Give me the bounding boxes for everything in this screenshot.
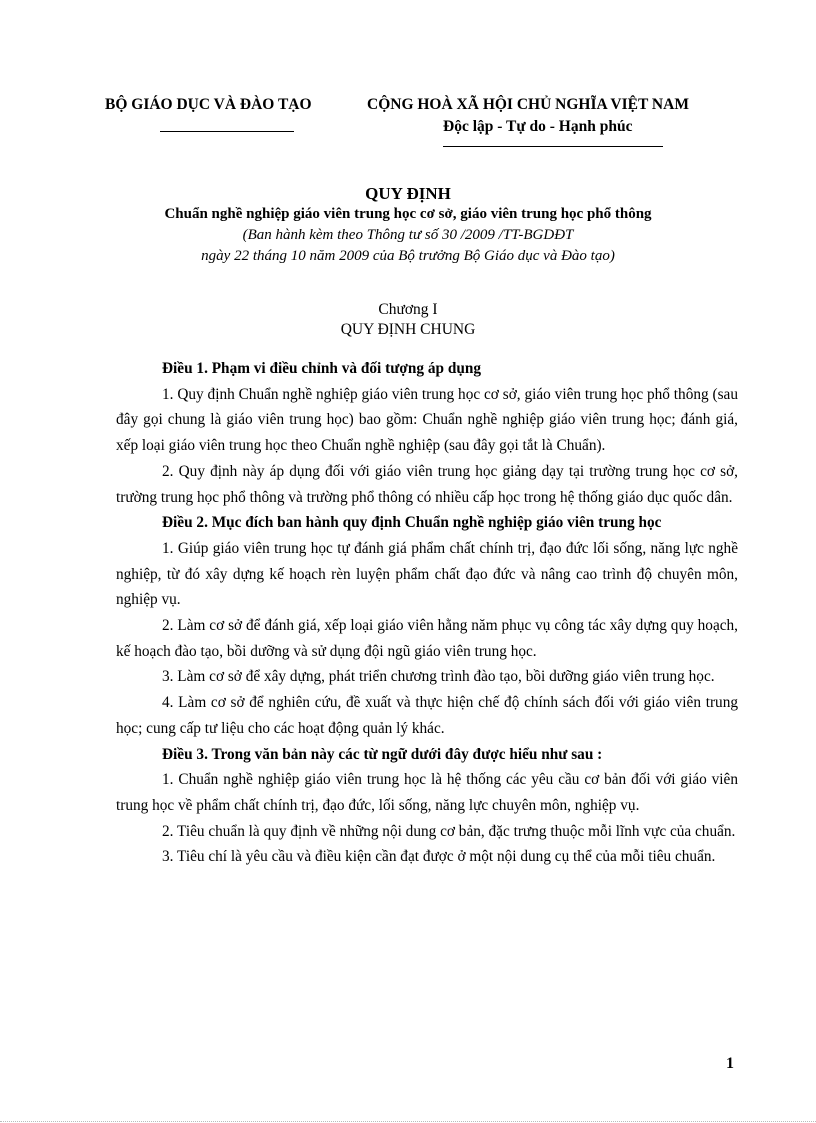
paragraph: 3. Tiêu chí là yêu cầu và điều kiện cần đạt được ở một nội dung cụ thể của mỗi tiêu chuẩn.: [162, 848, 716, 866]
document-subtitle: Chuẩn nghề nghiệp giáo viên trung học cơ sở, giáo viên trung học phổ thông: [164, 206, 652, 222]
paragraph: 1. Chuẩn nghề nghiệp giáo viên trung học là hệ thống các yêu cầu cơ bản đối với giáo viên trung học về phẩm chất chính trị, đạo đức, lối sống, năng lực chuyên môn, nghiệp vụ.: [116, 771, 738, 814]
article-1-heading: Điều 1. Phạm vi điều chỉnh và đối tượng áp dụng: [162, 360, 481, 377]
republic-name: CỘNG HOÀ XÃ HỘI CHỦ NGHĨA VIỆT NAM: [367, 96, 689, 113]
document-title: QUY ĐỊNH: [365, 184, 451, 203]
chapter-name: QUY ĐỊNH CHUNG: [340, 321, 476, 338]
paragraph: 2. Làm cơ sở để đánh giá, xếp loại giáo viên hằng năm phục vụ công tác xây dựng quy hoạch, kế hoạch đào tạo, bồi dưỡng và sử dụng đội ngũ giáo viên trung học.: [116, 617, 738, 660]
paragraph: 2. Tiêu chuẩn là quy định về những nội dung cơ bản, đặc trưng thuộc mỗi lĩnh vực của chuẩn.: [162, 822, 736, 840]
page-number: 1: [726, 1055, 734, 1072]
paragraph: 1. Quy định Chuẩn nghề nghiệp giáo viên trung học cơ sở, giáo viên trung học phổ thông (sau đây gọi chung là giáo viên trung học) bao gồm: Chuẩn nghề nghiệp giáo viên trung học; đánh giá, xếp loại giáo viên trung học theo Chuẩn nghề nghiệp (sau đây gọi tắt là Chuẩn).: [116, 385, 738, 455]
document-body: [116, 356, 738, 870]
motto-underline: [443, 146, 663, 147]
issuance-line-1: (Ban hành kèm theo Thông tư số 30 /2009 /TT-BGDĐT: [242, 227, 574, 243]
page-bottom-divider: [0, 1121, 816, 1122]
paragraph: 2. Quy định này áp dụng đối với giáo viên trung học giảng dạy tại trường trung học cơ sở, trường trung học phổ thông và trường phổ thông có nhiều cấp học trong hệ thống giáo dục quốc dân.: [116, 462, 738, 506]
paragraph: 4. Làm cơ sở để nghiên cứu, đề xuất và thực hiện chế độ chính sách đối với giáo viên trung học; cung cấp tư liệu cho các hoạt động quản lý khác.: [116, 694, 738, 737]
national-motto: Độc lập - Tự do - Hạnh phúc: [443, 118, 633, 135]
ministry-underline: [160, 131, 294, 132]
chapter-number: Chương I: [378, 301, 438, 318]
issuance-line-2: ngày 22 tháng 10 năm 2009 của Bộ trưởng Bộ Giáo dục và Đào tạo): [201, 248, 615, 264]
paragraph: 1. Giúp giáo viên trung học tự đánh giá phẩm chất chính trị, đạo đức lối sống, năng lực nghề nghiệp, từ đó xây dựng kế hoạch rèn luyện phẩm chất đạo đức và nâng cao trình độ chuyên môn, nghiệp vụ.: [116, 539, 738, 609]
ministry-name: BỘ GIÁO DỤC VÀ ĐÀO TẠO: [105, 96, 312, 113]
paragraph: 3. Làm cơ sở để xây dựng, phát triển chương trình đào tạo, bồi dưỡng giáo viên trung học.: [162, 668, 715, 686]
article-3-heading: Điều 3. Trong văn bản này các từ ngữ dưới đây được hiểu như sau :: [162, 745, 603, 763]
article-2-heading: Điều 2. Mục đích ban hành quy định Chuẩn nghề nghiệp giáo viên trung học: [162, 514, 662, 532]
